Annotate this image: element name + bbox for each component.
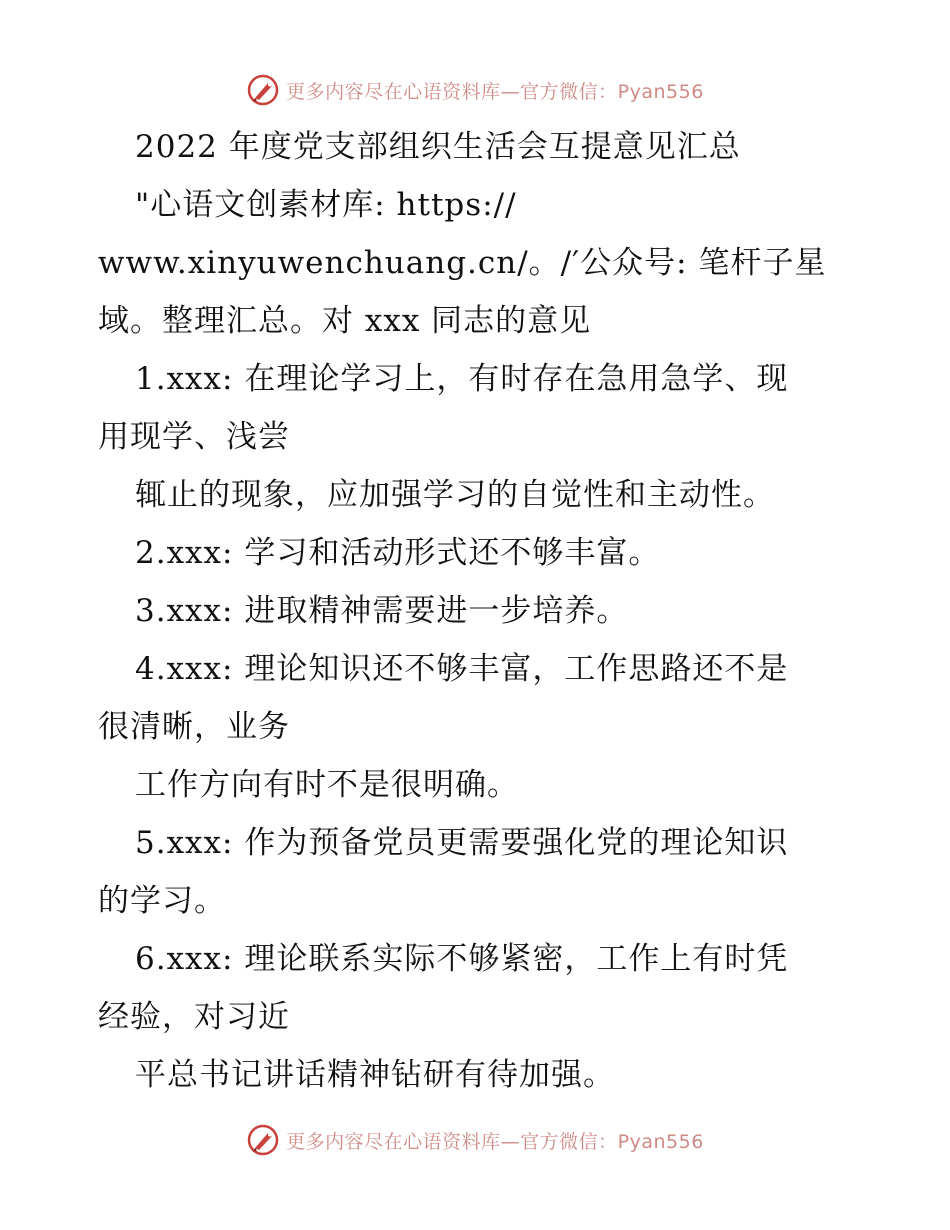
- document-line: 域。整理汇总。对 xxx 同志的意见: [98, 303, 592, 339]
- document-line: 1.xxx: 在理论学习上，有时存在急用急学、现: [135, 361, 789, 397]
- document-line: 3.xxx: 进取精神需要进一步培养。: [135, 593, 629, 629]
- document-line: 经验，对习近: [98, 999, 290, 1035]
- document-body: [98, 118, 838, 1104]
- header-watermark-banner: [0, 70, 950, 110]
- document-line: 辄止的现象，应加强学习的自觉性和主动性。: [135, 477, 775, 513]
- footer-watermark-text: 更多内容尽在心语资料库—官方微信：Pyan556: [286, 1130, 704, 1153]
- document-line: 用现学、浅尝: [98, 419, 290, 455]
- footer-watermark-banner: [0, 1120, 950, 1160]
- document-line: "心语文创素材库: https://: [135, 187, 517, 223]
- document-line: 2.xxx: 学习和活动形式还不够丰富。: [135, 535, 661, 571]
- document-line: 2022 年度党支部组织生活会互提意见汇总: [135, 129, 741, 165]
- document-line: www.xinyuwenchuang.cn/。/′公众号: 笔杆子星: [98, 245, 827, 281]
- document-line: 6.xxx: 理论联系实际不够紧密，工作上有时凭: [135, 941, 789, 977]
- document-line: 4.xxx: 理论知识还不够丰富，工作思路还不是: [135, 651, 789, 687]
- quill-pen-logo-icon: [246, 1123, 280, 1157]
- document-line: 工作方向有时不是很明确。: [135, 767, 519, 803]
- document-line: 平总书记讲话精神钻研有待加强。: [135, 1057, 615, 1093]
- document-line: 的学习。: [98, 883, 226, 919]
- header-watermark-text: 更多内容尽在心语资料库—官方微信：Pyan556: [286, 80, 704, 103]
- document-line: 5.xxx: 作为预备党员更需要强化党的理论知识: [135, 825, 789, 861]
- quill-pen-logo-icon: [246, 73, 280, 107]
- document-line: 很清晰，业务: [98, 709, 290, 745]
